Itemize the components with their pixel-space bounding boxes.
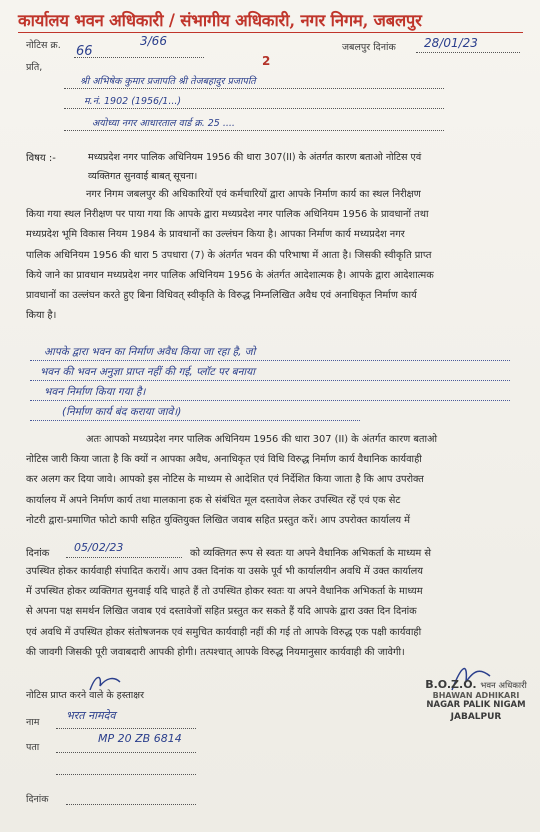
receiver-name-line	[56, 728, 196, 729]
subject-label: विषय :-	[26, 153, 56, 164]
receiver-name-label: नाम	[26, 717, 40, 728]
officer-stamp	[420, 678, 532, 722]
receiver-address-label: पता	[26, 742, 40, 753]
red-mark: 2	[262, 54, 271, 68]
handwritten-line-1: आपके द्वारा भवन का निर्माण अवैध किया जा रहा है, जो	[44, 346, 256, 358]
notice-number-line	[74, 57, 204, 58]
handwritten-rule-2	[30, 380, 510, 381]
body-paragraph-1	[26, 185, 510, 326]
header-rule	[18, 32, 523, 33]
handwritten-line-2: भवन की भवन अनुज्ञा प्राप्त नहीं की गई, प्लॉट पर बनाया	[40, 366, 255, 378]
hearing-date-value: 05/02/23	[74, 541, 124, 554]
body-line: किया गया स्थल निरीक्षण पर पाया गया कि आपके द्वारा मध्यप्रदेश नगर पालिक अधिनियम 1956 के प्रावधानों तथा	[26, 209, 429, 221]
handwritten-line-3: भवन निर्माण किया गया है।	[44, 386, 146, 398]
receiver-date-line	[66, 804, 196, 805]
body-line: नोटरी द्वारा-प्रमाणित फोटो कापी सहित युक्तियुक्त लिखित जवाब सहित प्रस्तुत करें। आप उपरोक्त कार्यालय में	[26, 514, 410, 526]
hearing-date-label: दिनांक	[26, 548, 50, 559]
body-paragraph-3	[26, 562, 510, 663]
hearing-date-line	[66, 557, 182, 558]
body-line: किया है।	[26, 310, 57, 322]
body-line: नोटिस जारी किया जाता है कि क्यों न आपका अवैध, अनाधिकृत एवं विधि विरुद्ध निर्माण कार्य वैधानिक कार्यवाही	[26, 454, 422, 466]
handwritten-rule-4	[30, 420, 360, 421]
body-line: नगर निगम जबलपुर की अधिकारियों एवं कर्मचारियों द्वारा आपके निर्माण कार्य का स्थल निरीक्षण	[86, 189, 421, 200]
subject-text-2: व्यक्तिगत सुनवाई बाबत् सूचना।	[88, 171, 198, 182]
body-line: से अपना पक्ष समर्थन लिखित जवाब एवं दस्तावेजों सहित प्रस्तुत कर सकते हैं यदि आपके द्वारा उक्त दिन दिनांक	[26, 606, 417, 618]
body-line: की जावगी जिसकी पूरी जवाबदारी आपकी होगी। तत्पश्चात् आपके विरुद्ध नियमानुसार कार्यवाही की जावेगी।	[26, 646, 405, 658]
body-line: कार्यालय में अपने निर्माण कार्य तथा मालकाना हक से संबंधित मूल दस्तावेज लेकर उपस्थित रहें एवं एक सेट	[26, 494, 401, 506]
city-date-label: जबलपुर दिनांक	[342, 42, 396, 53]
subject-text-1: मध्यप्रदेश नगर पालिक अधिनियम 1956 की धारा 307(II) के अंतर्गत कारण बताओ नोटिस एवं	[88, 152, 422, 163]
issue-date-line	[416, 52, 520, 53]
body-line: मध्यप्रदेश भूमि विकास नियम 1984 के प्रावधानों का उल्लंघन किया है। आपका निर्माण कार्य मध्यप्रदेश नगर	[26, 229, 405, 241]
receiver-address-value: MP 20 ZB 6814	[98, 732, 182, 745]
body-line: पालिक अधिनियम 1956 की धारा 5 उपधारा (7) के अंतर्गत भवन की परिभाषा में आता है। जिसकी स्वीकृति प्राप्त	[26, 249, 432, 261]
body-line: कर अलग कर दिया जावे। आपको इस नोटिस के माध्यम से आदेशित एवं निर्देशित किया जाता है कि आप उपरोक्त	[26, 474, 424, 486]
receiver-date-label: दिनांक	[26, 794, 49, 805]
body-line: उपस्थित होकर कार्यवाही संपादित करायें। आप उक्त दिनांक या उसके पूर्व भी कार्यालयीन अवधि में उक्त कार्यालय	[26, 566, 423, 577]
body-line: किये जाने का प्रावधान मध्यप्रदेश नगर पालिक अधिनियम 1956 के अंतर्गत आदेशात्मक है। आपके द्वारा आदेशात्मक	[26, 269, 434, 281]
issue-date-value: 28/01/23	[424, 36, 478, 50]
recipient-rule-3	[64, 130, 444, 131]
body-paragraph-2	[26, 430, 510, 531]
stamp-line-2: BHAWAN ADHIKARI	[432, 691, 520, 700]
notice-number-value: 66	[76, 44, 93, 59]
receiver-address-line	[56, 752, 196, 753]
handwritten-rule-1	[30, 360, 510, 361]
body-line: प्रावधानों का उल्लंघन करते हुए बिना विधिवत् स्वीकृति के विरुद्ध निम्नलिखित अवैध एवं अनाधिकृत निर्माण कार्य	[26, 290, 417, 302]
stamp-note: भवन अधिकारी	[480, 681, 527, 691]
handwritten-rule-3	[30, 400, 510, 401]
office-title: कार्यालय भवन अधिकारी / संभागीय अधिकारी, नगर निगम, जबलपुर	[18, 11, 422, 30]
stamp-line-3: NAGAR PALIK NIGAM	[426, 700, 526, 710]
receiver-name-value: भरत नामदेव	[66, 709, 116, 722]
body-line: एवं अवधि में उपस्थित होकर संतोषजनक एवं समुचित कार्यवाही नहीं की गई तो आपके विरुद्ध एक पक्षी कार्यवाही	[26, 626, 422, 638]
recipient-rule-1	[64, 88, 444, 89]
notice-number-label: नोटिस क्र.	[26, 40, 61, 51]
recipient-line-1: श्री अभिषेक कुमार प्रजापति श्री तेजबहादुर प्रजापति	[80, 76, 256, 87]
recipient-line-3: अयोध्या नगर आधारताल वार्ड क्र. 25 ....	[92, 118, 235, 129]
stamp-line-4: JABALPUR	[450, 712, 502, 722]
body-line: अतः आपको मध्यप्रदेश नगर पालिक अधिनियम 1956 की धारा 307 (II) के अंतर्गत कारण बताओ	[86, 434, 438, 445]
body-line: में उपस्थित होकर व्यक्तिगत सुनवाई यदि चाहते हैं तो उपस्थित होकर स्वतः या अपने वैधानिक अभिकर्ता के माध्यम	[26, 586, 423, 598]
receiver-address-line-2	[56, 774, 196, 775]
recipient-rule-2	[64, 108, 444, 109]
hearing-date-text: को व्यक्तिगत रूप से स्वतः या अपने वैधानिक अभिकर्ता के माध्यम से	[190, 548, 431, 559]
prati-label: प्रति,	[26, 62, 43, 73]
stamp-line-1	[420, 678, 532, 691]
handwritten-line-4: (निर्माण कार्य बंद कराया जावे।)	[62, 406, 182, 418]
stamp-abbrev: B.O.Z.O.	[425, 678, 477, 691]
receiver-signature-icon	[86, 672, 126, 694]
receiver-signature-label: नोटिस प्राप्त करने वाले के हस्ताक्षर	[26, 690, 144, 701]
recipient-line-2: म.नं. 1902 (1956/1...)	[84, 96, 182, 107]
notice-number-extra: 3/66	[140, 34, 167, 48]
